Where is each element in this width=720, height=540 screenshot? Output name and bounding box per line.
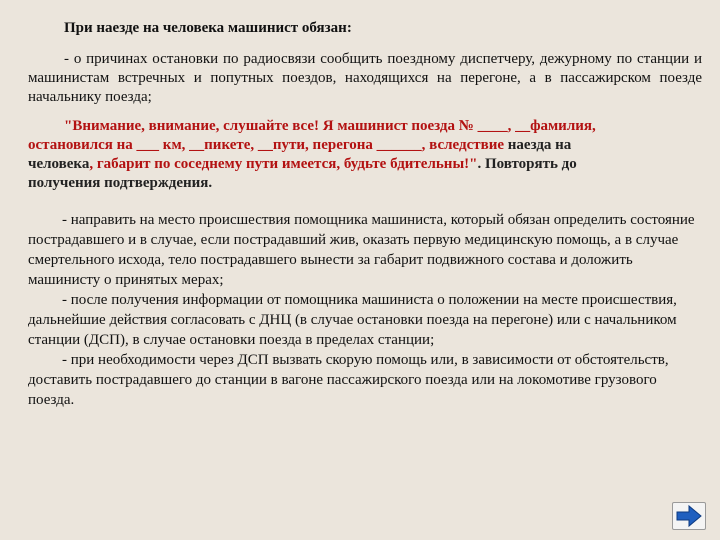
instructions-block xyxy=(28,210,702,410)
announcement-text-2: наезда на человека xyxy=(28,137,572,172)
paragraph-send-assistant: - направить на место происшествия помощника машиниста, который обязан определить состояние пострадавшего и в случае, если пострадавший жив, оказать первую медицинскую помощь, а в случае смертельного исхода, тело пострадавшего вынести за габарит подвижного состава и доложить машинисту о принятых мерах; xyxy=(28,212,695,288)
announcement-text-3: , габарит по соседнему пути имеется, будьте бдительны!" xyxy=(89,156,478,172)
paragraph-radio-report: - о причинах остановки по радиосвязи сообщить поездному диспетчеру, дежурному по станции и машинистам встречных и попутных поездов, находящихся на перегоне, а в пассажирском поезде начальнику поезда; xyxy=(28,51,702,105)
paragraph-coordinate: - после получения информации от помощника машиниста о положении на месте происшествия, дальнейшие действия согласовать с ДНЦ (в случае остановки поезда на перегоне) или с начальником станции (ДСП), в случае остановки поезда в пределах станции; xyxy=(28,292,677,348)
next-slide-button[interactable] xyxy=(672,502,706,530)
slide-title: При наезде на человека машинист обязан: xyxy=(64,20,352,36)
paragraph-call-ambulance: - при необходимости через ДСП вызвать скорую помощь или, в зависимости от обстоятельств, доставить пострадавшего до станции в вагоне пассажирского поезда или на локомотиве грузового поезда. xyxy=(28,352,669,408)
announcement-text-1: "Внимание, внимание, слушайте все! Я машинист поезда № ____, __фамилия, остановился на ___ км, __пикете, __пути, перегона ______, вследствие xyxy=(28,118,596,153)
announcement-text-4: . Повторять до получения подтверждения. xyxy=(28,156,577,191)
radio-announcement xyxy=(28,117,628,193)
arrow-right-icon xyxy=(673,503,705,529)
